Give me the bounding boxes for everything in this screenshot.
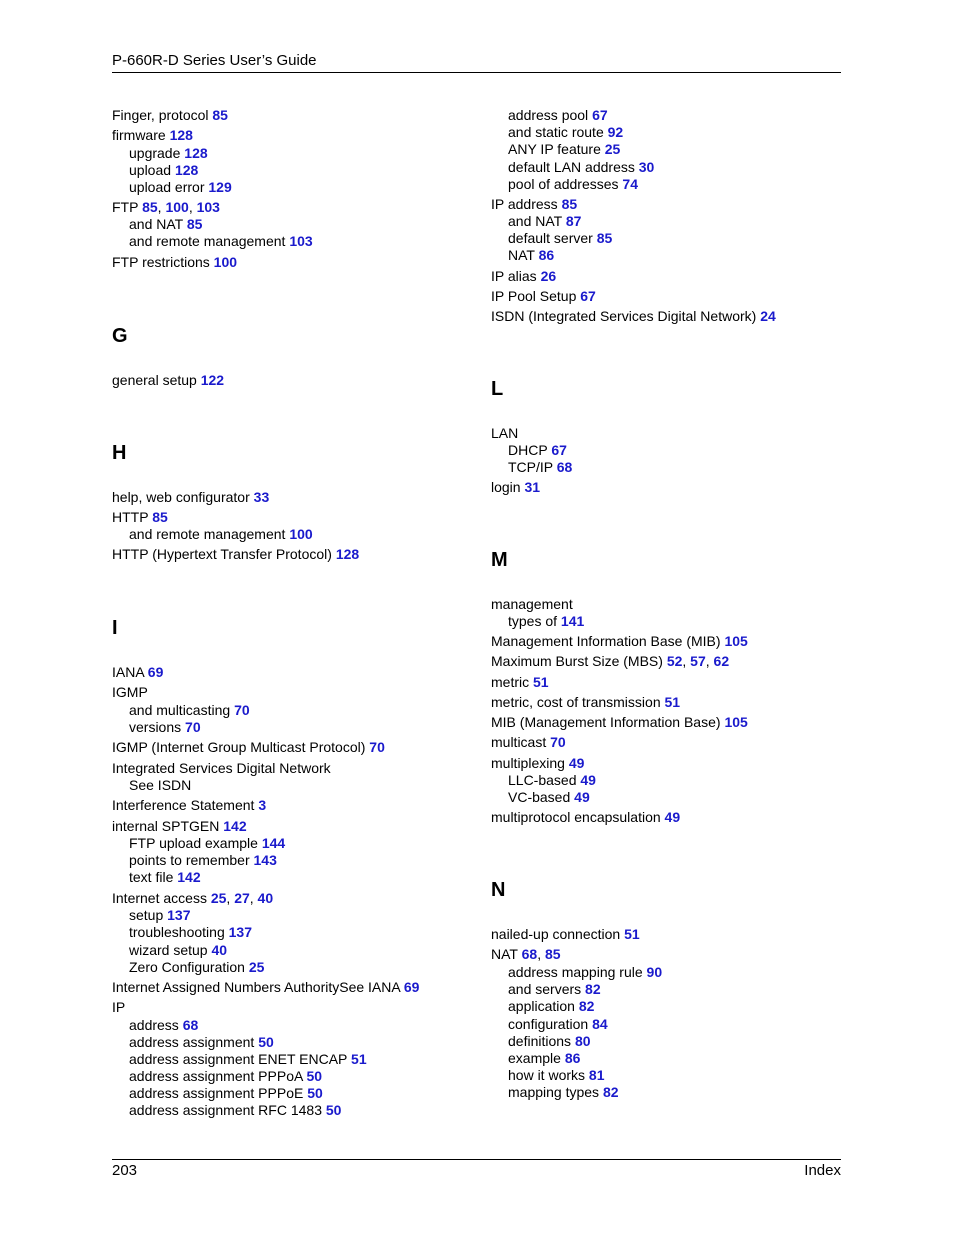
page-reference-link[interactable]: 142 xyxy=(177,869,201,885)
index-subentry xyxy=(112,719,472,736)
index-subentry xyxy=(491,107,851,124)
page-reference-link[interactable]: 80 xyxy=(574,1033,591,1049)
index-subentry xyxy=(491,789,851,806)
index-term: firmware xyxy=(112,127,166,143)
index-term: and NAT xyxy=(508,213,562,229)
index-term: Maximum Burst Size (MBS) xyxy=(491,653,663,669)
index-term: definitions xyxy=(508,1033,572,1049)
index-entry xyxy=(112,664,472,681)
page-reference-link[interactable]: 86 xyxy=(538,247,555,263)
index-subentry xyxy=(112,145,472,162)
index-entry xyxy=(491,926,851,943)
index-term: example xyxy=(508,1050,561,1066)
index-subentry xyxy=(112,777,472,794)
index-entry xyxy=(491,734,851,751)
index-entry xyxy=(491,288,851,305)
page-reference-link[interactable]: 68 xyxy=(521,946,538,962)
index-entry xyxy=(112,739,472,756)
index-term: application xyxy=(508,998,575,1014)
index-entry: FTP 85, 100, 103 xyxy=(112,199,220,215)
page-reference-link[interactable]: 82 xyxy=(578,998,595,1014)
index-subentry xyxy=(491,1016,851,1033)
page-reference-link[interactable]: 86 xyxy=(564,1050,581,1066)
page-reference-link[interactable]: 105 xyxy=(724,633,748,649)
page-reference-link[interactable]: 69 xyxy=(403,979,420,995)
index-term: wizard setup xyxy=(129,942,208,958)
index-entry xyxy=(112,999,472,1016)
index-entry xyxy=(491,633,851,650)
page-reference-link[interactable]: 85 xyxy=(186,216,203,232)
page-reference-link[interactable]: 144 xyxy=(261,835,286,851)
page-reference-link[interactable]: 51 xyxy=(624,926,640,942)
index-term: text file xyxy=(129,869,174,885)
index-term: default LAN address xyxy=(508,159,635,175)
index-term: help, web configurator xyxy=(112,489,250,505)
index-entry xyxy=(491,196,851,213)
index-term: nailed-up connection xyxy=(491,926,621,942)
page-reference-link[interactable]: 68 xyxy=(556,459,573,475)
page-reference-link[interactable]: 82 xyxy=(602,1084,619,1100)
index-term: See ISDN xyxy=(129,777,192,793)
index-term: Management Information Base (MIB) xyxy=(491,633,721,649)
index-term: address assignment RFC 1483 xyxy=(129,1102,322,1118)
page-reference-link[interactable]: 128 xyxy=(169,127,193,143)
index-term: multiprotocol encapsulation xyxy=(491,809,661,825)
page-reference-link[interactable]: 50 xyxy=(306,1068,323,1084)
page-reference-link[interactable]: 70 xyxy=(369,739,385,755)
page-reference-link[interactable]: 3 xyxy=(258,797,267,813)
index-term: and servers xyxy=(508,981,582,997)
page-reference-link[interactable]: 141 xyxy=(560,613,585,629)
page-reference-link[interactable]: 68 xyxy=(182,1017,199,1033)
page-reference-link[interactable]: 85 xyxy=(544,946,561,962)
index-term: and multicasting xyxy=(129,702,231,718)
page-reference-link[interactable]: 128 xyxy=(335,546,360,562)
page-reference-link[interactable]: 51 xyxy=(533,674,549,690)
index-entry xyxy=(112,107,472,124)
page-reference-link[interactable]: 49 xyxy=(574,789,590,805)
index-term: NAT xyxy=(491,946,518,962)
index-term: MIB (Management Information Base) xyxy=(491,714,721,730)
index-term: upgrade xyxy=(129,145,181,161)
index-entry xyxy=(491,425,851,442)
index-entry xyxy=(112,797,472,814)
index-subentry xyxy=(112,1102,472,1119)
page-reference-link[interactable]: 105 xyxy=(724,714,748,730)
index-subentry xyxy=(112,526,472,543)
index-term: metric xyxy=(491,674,530,690)
index-term: address assignment PPPoA xyxy=(129,1068,303,1084)
page-reference-link[interactable]: 51 xyxy=(664,694,681,710)
page-reference-link[interactable]: 40 xyxy=(211,942,228,958)
index-subentry xyxy=(491,442,851,459)
index-subentry xyxy=(491,1084,851,1101)
index-term: address assignment PPPoE xyxy=(129,1085,304,1101)
index-term: and remote management xyxy=(129,526,286,542)
index-term: how it works xyxy=(508,1067,586,1083)
index-subentry xyxy=(491,1067,851,1084)
index-term: configuration xyxy=(508,1016,589,1032)
index-entry xyxy=(491,268,851,285)
index-subentry xyxy=(112,942,472,959)
index-letter-heading: N xyxy=(491,879,506,901)
index-entry: Internet access 25, 27, 40 xyxy=(112,890,274,906)
index-subentry xyxy=(491,230,851,247)
index-subentry xyxy=(491,772,851,789)
page-reference-link[interactable]: 25 xyxy=(604,141,621,157)
index-term: and remote management xyxy=(129,233,286,249)
index-term: pool of addresses xyxy=(508,176,619,192)
page-reference-link[interactable]: 87 xyxy=(565,213,582,229)
index-entry xyxy=(491,694,851,711)
page-reference-link[interactable]: 85 xyxy=(152,509,168,525)
index-term: mapping types xyxy=(508,1084,600,1100)
index-entry xyxy=(112,684,472,701)
index-term: address pool xyxy=(508,107,589,123)
index-subentry xyxy=(491,247,851,264)
page-reference-link[interactable]: 85 xyxy=(142,199,158,215)
page-reference-link[interactable]: 81 xyxy=(588,1067,605,1083)
index-term: upload error xyxy=(129,179,205,195)
footer-section-title: Index xyxy=(804,1162,841,1179)
page-reference-link[interactable]: 137 xyxy=(228,924,252,940)
page-reference-link[interactable]: 50 xyxy=(258,1034,274,1050)
page-reference-link[interactable]: 142 xyxy=(223,818,247,834)
index-subentry xyxy=(112,1034,472,1051)
page-reference-link[interactable]: 70 xyxy=(550,734,566,750)
page-reference-link[interactable]: 85 xyxy=(561,196,578,212)
index-entry xyxy=(112,127,472,144)
page-reference-link[interactable]: 57 xyxy=(690,653,706,669)
page-reference-link[interactable]: 84 xyxy=(592,1016,608,1032)
index-term: IP xyxy=(112,999,126,1015)
index-term: internal SPTGEN xyxy=(112,818,220,834)
index-term: Integrated Services Digital Network xyxy=(112,760,331,776)
index-subentry xyxy=(112,1085,472,1102)
index-term: and NAT xyxy=(129,216,183,232)
index-term: IGMP (Internet Group Multicast Protocol) xyxy=(112,739,366,755)
index-subentry xyxy=(112,216,472,233)
index-term: NAT xyxy=(508,247,535,263)
index-term: LLC-based xyxy=(508,772,577,788)
index-term: Internet access xyxy=(112,890,207,906)
page-reference-link[interactable]: 103 xyxy=(196,199,220,215)
index-term: LAN xyxy=(491,425,519,441)
index-column-right xyxy=(491,107,851,1101)
page-header-title: P-660R-D Series User’s Guide xyxy=(112,52,317,69)
index-entry xyxy=(491,596,851,613)
index-subentry xyxy=(491,1050,851,1067)
page-reference-link[interactable]: 103 xyxy=(289,233,313,249)
index-term: HTTP (Hypertext Transfer Protocol) xyxy=(112,546,332,562)
index-term: ISDN (Integrated Services Digital Network) xyxy=(491,308,757,324)
page-reference-link[interactable]: 128 xyxy=(184,145,208,161)
index-term: IANA xyxy=(112,664,144,680)
page-reference-link[interactable]: 69 xyxy=(147,664,164,680)
page-reference-link[interactable]: 137 xyxy=(167,907,191,923)
page-reference-link[interactable]: 51 xyxy=(351,1051,367,1067)
page-reference-link[interactable]: 62 xyxy=(713,653,730,669)
page-reference-link[interactable]: 92 xyxy=(607,124,624,140)
page-reference-link[interactable]: 90 xyxy=(646,964,663,980)
index-term: Zero Configuration xyxy=(129,959,245,975)
index-subentry xyxy=(491,159,851,176)
index-term: VC-based xyxy=(508,789,571,805)
page-reference-link[interactable]: 100 xyxy=(165,199,189,215)
index-term: IP address xyxy=(491,196,558,212)
index-subentry xyxy=(491,124,851,141)
page-reference-link[interactable]: 122 xyxy=(200,372,225,388)
page-reference-link[interactable]: 49 xyxy=(664,809,681,825)
index-term: default server xyxy=(508,230,593,246)
page-reference-link[interactable]: 143 xyxy=(253,852,277,868)
index-term: FTP upload example xyxy=(129,835,258,851)
index-entry xyxy=(112,818,472,835)
page-reference-link[interactable]: 24 xyxy=(760,308,776,324)
index-subentry xyxy=(112,907,472,924)
header-rule xyxy=(112,72,841,73)
page-reference-link[interactable]: 31 xyxy=(524,479,541,495)
index-term: IP Pool Setup xyxy=(491,288,577,304)
index-term: setup xyxy=(129,907,164,923)
page-reference-link[interactable]: 49 xyxy=(568,755,585,771)
index-entry xyxy=(491,714,851,731)
index-term: points to remember xyxy=(129,852,250,868)
footer-rule xyxy=(112,1159,841,1160)
index-term: IP alias xyxy=(491,268,537,284)
page-reference-link[interactable]: 50 xyxy=(325,1102,342,1118)
page-reference-link[interactable]: 25 xyxy=(210,890,227,906)
index-term: general setup xyxy=(112,372,197,388)
page-reference-link[interactable]: 85 xyxy=(596,230,613,246)
index-term: management xyxy=(491,596,573,612)
page-reference-link[interactable]: 30 xyxy=(638,159,655,175)
page-reference-link[interactable]: 67 xyxy=(580,288,596,304)
index-entry xyxy=(112,372,472,389)
index-term: Interference Statement xyxy=(112,797,255,813)
index-term: upload xyxy=(129,162,172,178)
index-letter-heading: M xyxy=(491,549,508,571)
index-term: and static route xyxy=(508,124,604,140)
index-letter-heading: L xyxy=(491,378,504,400)
index-entry: NAT 68, 85 xyxy=(491,946,561,962)
index-term: DHCP xyxy=(508,442,548,458)
index-term: metric, cost of transmission xyxy=(491,694,661,710)
index-term: Finger, protocol xyxy=(112,107,209,123)
index-entry xyxy=(491,674,851,691)
index-letter-heading: I xyxy=(112,617,118,639)
index-subentry xyxy=(112,233,472,250)
index-term: FTP xyxy=(112,199,139,215)
page-reference-link[interactable]: 74 xyxy=(622,176,638,192)
page-reference-link[interactable]: 50 xyxy=(307,1085,323,1101)
page-reference-link[interactable]: 85 xyxy=(212,107,228,123)
index-term: troubleshooting xyxy=(129,924,225,940)
index-subentry xyxy=(112,1017,472,1034)
index-entry xyxy=(112,489,472,506)
index-entry xyxy=(112,509,472,526)
index-subentry xyxy=(491,613,851,630)
page-reference-link[interactable]: 67 xyxy=(592,107,608,123)
index-entry xyxy=(491,479,851,496)
index-term: TCP/IP xyxy=(508,459,553,475)
index-subentry xyxy=(491,459,851,476)
index-entry xyxy=(112,760,472,777)
index-subentry xyxy=(112,869,472,886)
index-term: address assignment ENET ENCAP xyxy=(129,1051,348,1067)
page-reference-link[interactable]: 49 xyxy=(580,772,596,788)
page-reference-link[interactable]: 33 xyxy=(253,489,270,505)
index-subentry xyxy=(112,1068,472,1085)
page-reference-link[interactable]: 128 xyxy=(174,162,199,178)
index-term: login xyxy=(491,479,521,495)
page-reference-link[interactable]: 25 xyxy=(248,959,265,975)
index-term: versions xyxy=(129,719,182,735)
index-subentry xyxy=(491,141,851,158)
index-subentry xyxy=(112,924,472,941)
index-term: HTTP xyxy=(112,509,149,525)
page-reference-link[interactable]: 26 xyxy=(540,268,557,284)
page-reference-link[interactable]: 67 xyxy=(551,442,567,458)
page-reference-link[interactable]: 129 xyxy=(208,179,232,195)
footer-page-number: 203 xyxy=(112,1162,138,1179)
index-subentry xyxy=(112,1051,472,1068)
index-term: types of xyxy=(508,613,558,629)
index-subentry xyxy=(112,162,472,179)
index-letter-heading: H xyxy=(112,442,127,464)
index-entry xyxy=(112,546,472,563)
page-reference-link[interactable]: 40 xyxy=(257,890,274,906)
index-term: address assignment xyxy=(129,1034,255,1050)
index-subentry xyxy=(491,964,851,981)
index-subentry xyxy=(491,1033,851,1050)
index-subentry xyxy=(491,981,851,998)
index-letter-heading: G xyxy=(112,325,128,347)
page-reference-link[interactable]: 100 xyxy=(289,526,313,542)
page-reference-link[interactable]: 27 xyxy=(234,890,250,906)
index-term: address xyxy=(129,1017,179,1033)
index-term: FTP restrictions xyxy=(112,254,210,270)
index-entry xyxy=(112,254,472,271)
page-reference-link[interactable]: 52 xyxy=(666,653,683,669)
index-subentry xyxy=(112,702,472,719)
index-subentry xyxy=(491,213,851,230)
page-reference-link[interactable]: 82 xyxy=(585,981,601,997)
index-term: Internet Assigned Numbers AuthoritySee IANA xyxy=(112,979,400,995)
index-entry xyxy=(491,308,851,325)
index-subentry xyxy=(112,835,472,852)
index-subentry xyxy=(491,176,851,193)
page-reference-link[interactable]: 100 xyxy=(213,254,238,270)
index-term: IGMP xyxy=(112,684,148,700)
index-subentry xyxy=(112,852,472,869)
index-subentry xyxy=(112,959,472,976)
index-term: multiplexing xyxy=(491,755,565,771)
index-entry xyxy=(491,809,851,826)
index-term: multicast xyxy=(491,734,547,750)
page-reference-link[interactable]: 70 xyxy=(185,719,201,735)
index-entry: Maximum Burst Size (MBS) 52, 57, 62 xyxy=(491,653,730,669)
page-reference-link[interactable]: 70 xyxy=(234,702,250,718)
index-subentry xyxy=(112,179,472,196)
index-entry xyxy=(491,755,851,772)
index-entry xyxy=(112,979,472,996)
index-term: ANY IP feature xyxy=(508,141,601,157)
index-column-left xyxy=(112,107,472,1119)
index-term: address mapping rule xyxy=(508,964,643,980)
index-subentry xyxy=(491,998,851,1015)
